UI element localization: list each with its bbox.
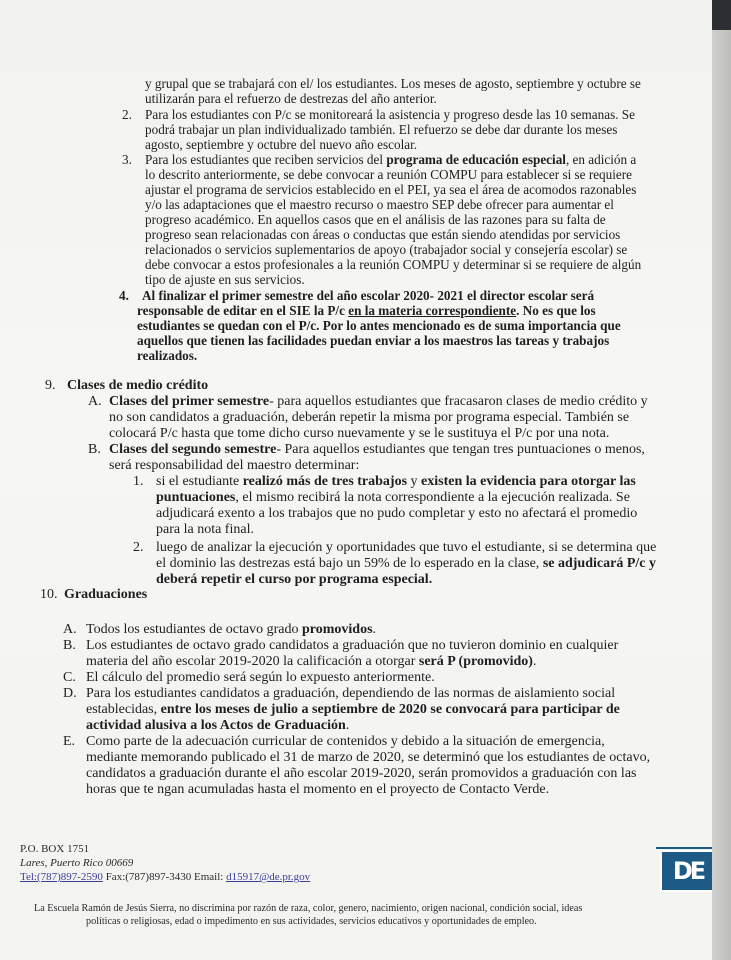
item-3-line: y/o las adaptaciones que el maestro recurso o maestro SEP debe ofrecer para aumentar el bbox=[145, 197, 614, 212]
item-3-line: relacionados o servicios suplementarios de apoyo (trabajador social y consejería escolar) se bbox=[145, 242, 628, 257]
footer-disclaimer-line: La Escuela Ramón de Jesús Sierra, no discrimina por razón de raza, color, genero, nacimiento, origen nacional, condición social, ideas bbox=[34, 903, 583, 914]
section-9-number: 9. bbox=[45, 378, 56, 393]
section-9-a-text: - para aquellos estudiantes que fracasaron clases de medio crédito y bbox=[269, 394, 648, 409]
section-9-b-1-line: adjudicará exento a los trabajos que no pudo completar y esto no afectará el promedio bbox=[156, 506, 638, 521]
item-3-line: progreso sean relacionadas con áreas o conductas que están siendo atendidas por servicios bbox=[145, 227, 621, 242]
item-2-line: agosto, septiembre y octubre del nuevo año escolar. bbox=[145, 137, 418, 152]
section-9-b-line bbox=[109, 442, 645, 458]
footer-disclaimer-line: políticas o religiosas, edad o impedimento en sus actividades, servicios educativos y oportunidades de empleo. bbox=[86, 916, 537, 927]
section-10-b-text: materia del año escolar 2019-2020 la calificación a otorgar bbox=[86, 654, 419, 669]
section-10-b-bold-text: será P (promovido) bbox=[418, 654, 533, 669]
section-10-c-letter: C. bbox=[63, 670, 76, 685]
section-9-b-2-bold-text: se adjudicará P/c y bbox=[542, 556, 656, 571]
fax-email-label: Fax:(787)897-3430 Email: bbox=[102, 871, 227, 883]
section-9-b-1-line: para la nota final. bbox=[156, 522, 254, 537]
item-3-line: tipo de ajuste en sus servicios. bbox=[145, 272, 305, 287]
section-9-a-letter: A. bbox=[88, 394, 102, 409]
section-9-a-line: colocará P/c hasta que tome dicho curso nuevamente y se le sustituya el P/c por una nota. bbox=[109, 426, 610, 441]
item-3-line: progreso académico. En aquellos casos que en el análisis de las razones para su falta de bbox=[145, 212, 606, 227]
section-10-b-text: . bbox=[532, 654, 537, 669]
section-10-d-letter: D. bbox=[63, 686, 77, 701]
item-3-text: Para los estudiantes que reciben servicios del bbox=[145, 152, 387, 167]
item-2-number: 2. bbox=[122, 107, 132, 122]
intro-line-1: y grupal que se trabajará con el/ los estudiantes. Los meses de agosto, septiembre y octubre se bbox=[145, 76, 641, 91]
logo-rule bbox=[656, 847, 718, 849]
item-3-line: ajustar el programa de servicios establecido en el PEI, ya sea el área de acomodos razonables bbox=[145, 182, 637, 197]
section-9-a-line bbox=[109, 394, 648, 410]
section-10-a-bold-text: promovidos bbox=[301, 622, 373, 637]
de-logo-text: DE bbox=[672, 857, 704, 885]
section-10-d-line bbox=[86, 718, 349, 734]
section-10-a-text: . bbox=[372, 622, 377, 637]
section-9-b-1-bold-text: existen la evidencia para otorgar las bbox=[421, 474, 636, 489]
section-10-a-text: Todos los estudiantes de octavo grado bbox=[86, 622, 302, 637]
item-4-line: aquellos que tienen las facilidades puedan enviar a los maestros las tareas y trabajos bbox=[137, 333, 610, 348]
item-2-line: podrá trabajar un plan individualizado también. El refuerzo se debe dar durante los meses bbox=[145, 122, 618, 137]
section-9-b-1-bold-text: puntuaciones bbox=[156, 490, 236, 505]
section-9-b-1-text: y bbox=[407, 474, 422, 489]
section-10-d-bold-text: actividad alusiva a los Actos de Graduación bbox=[86, 718, 346, 733]
section-9-b-2-line: deberá repetir el curso por programa especial. bbox=[156, 572, 433, 587]
section-10-b-line bbox=[86, 654, 536, 670]
section-9-b-1-text: si el estudiante bbox=[156, 474, 243, 489]
section-10-d-line bbox=[86, 702, 620, 718]
background-edge bbox=[712, 0, 731, 30]
item-3-line bbox=[145, 152, 636, 167]
item-4-line: realizados. bbox=[137, 348, 198, 363]
section-10-number: 10. bbox=[40, 587, 58, 602]
item-3-number: 3. bbox=[122, 152, 132, 167]
intro-line-2: utilizarán para el refuerzo de destrezas del año anterior. bbox=[145, 91, 437, 106]
item-4-line: Al finalizar el primer semestre del año escolar 2020- 2021 el director escolar será bbox=[142, 288, 595, 303]
section-10-c-line: El cálculo del promedio será según lo expuesto anteriormente. bbox=[86, 670, 435, 685]
section-9-b-2-text: el dominio las destrezas está bajo un 59% de lo esperado en la clase, bbox=[156, 556, 543, 571]
section-10-e-line: horas que te ngan acumuladas hasta el momento en el proyecto de Contacto Verde. bbox=[86, 782, 550, 797]
item-3-line: lo descrito anteriormente, se debe convocar a reunión COMPU para establecer si se requiere bbox=[145, 167, 633, 182]
section-10-d-bold-text: entre los meses de julio a septiembre de 2020 se convocará para participar de bbox=[160, 702, 620, 717]
section-10-e-letter: E. bbox=[63, 734, 76, 749]
section-10-e-line: mediante memorando publicado el 31 de marzo de 2020, se determinó que los estudiantes de octavo, bbox=[86, 750, 651, 765]
item-2-line: Para los estudiantes con P/c se monitoreará la asistencia y progreso desde las 10 semanas. Se bbox=[145, 107, 635, 122]
item-4-text: . No es que los bbox=[516, 303, 596, 318]
section-9-title: Clases de medio crédito bbox=[67, 378, 209, 393]
footer-po-box: P.O. BOX 1751 bbox=[20, 843, 90, 855]
section-10-title: Graduaciones bbox=[64, 587, 148, 602]
item-4-line bbox=[137, 303, 596, 318]
section-10-b-letter: B. bbox=[63, 638, 76, 653]
background-edge bbox=[712, 30, 731, 960]
section-9-b-1-bold-text: realizó más de tres trabajos bbox=[242, 474, 408, 489]
item-4-text: responsable de editar en el SIE la P/c bbox=[137, 303, 349, 318]
phone-link[interactable]: Tel:(787)897-2590 bbox=[20, 871, 103, 883]
section-9-b-text: - Para aquellos estudiantes que tengan tres puntuaciones o menos, bbox=[276, 442, 645, 457]
footer-city: Lares, Puerto Rico 00669 bbox=[20, 857, 134, 869]
section-9-b-2-line bbox=[156, 556, 656, 572]
item-4-number: 4. bbox=[119, 288, 129, 303]
section-10-b-line: Los estudiantes de octavo grado candidatos a graduación que no tuvieron dominio en cualquier bbox=[86, 638, 619, 653]
item-4-line: estudiantes se quedan con el P/c. Por lo antes mencionado es de suma importancia que bbox=[137, 318, 621, 333]
section-9-a-line: no son candidatos a graduación, deberán repetir la misma por programa especial. También se bbox=[109, 410, 630, 425]
section-9-b-2-number: 2. bbox=[133, 540, 144, 555]
section-9-a-bold-text: Clases del primer semestre bbox=[109, 394, 270, 409]
section-10-a-line bbox=[86, 622, 376, 638]
item-3-bold-text: programa de educación especial bbox=[386, 152, 566, 167]
section-9-b-line: será responsabilidad del maestro determinar: bbox=[109, 458, 360, 473]
item-3-line: debe convocar a estos profesionales a la reunión COMPU y determinar si se requiere de algún bbox=[145, 257, 642, 272]
section-10-d-text: establecidas, bbox=[86, 702, 161, 717]
section-10-d-line: Para los estudiantes candidatos a graduación, dependiendo de las normas de aislamiento social bbox=[86, 686, 616, 701]
footer-contact bbox=[20, 871, 310, 884]
section-10-d-text: . bbox=[345, 718, 350, 733]
section-9-b-bold-text: Clases del segundo semestre bbox=[109, 442, 277, 457]
section-10-a-letter: A. bbox=[63, 622, 77, 637]
section-10-e-line: candidatos a graduación durante el año escolar 2019-2020, serán promovidos a graduación con las bbox=[86, 766, 637, 781]
item-4-underlined-text: en la materia correspondiente bbox=[348, 303, 517, 318]
email-link[interactable]: d15917@de.pr.gov bbox=[226, 871, 311, 883]
section-9-b-1-text: , el mismo recibirá la nota correspondiente a la ejecución realizada. Se bbox=[235, 490, 630, 505]
section-10-e-line: Como parte de la adecuación curricular de contenidos y debido a la situación de emergencia, bbox=[86, 734, 605, 749]
section-9-b-letter: B. bbox=[88, 442, 101, 457]
section-9-b-2-line: luego de analizar la ejecución y oportunidades que tuvo el estudiante, si se determina que bbox=[156, 540, 657, 555]
item-3-text: , en adición a bbox=[565, 152, 637, 167]
section-9-b-1-line bbox=[156, 490, 630, 506]
section-9-b-1-line bbox=[156, 474, 636, 490]
de-logo bbox=[660, 850, 716, 892]
section-9-b-1-number: 1. bbox=[133, 474, 144, 489]
